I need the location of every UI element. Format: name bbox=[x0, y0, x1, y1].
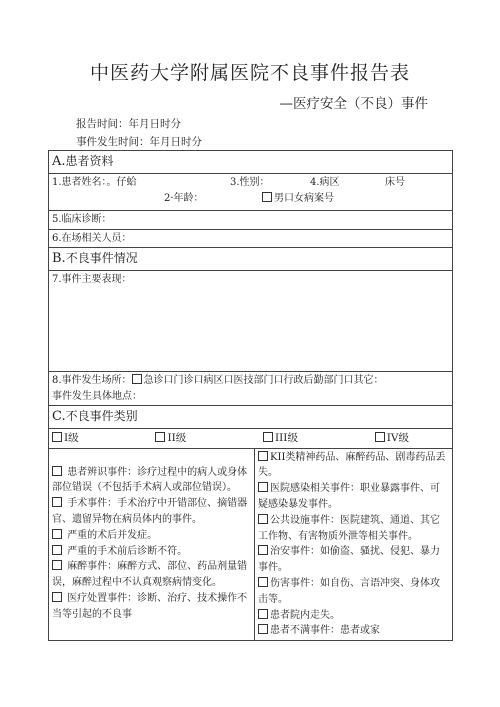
event-time: 事件发生时间：年月日时分 bbox=[76, 136, 202, 148]
checkbox-icon[interactable] bbox=[52, 466, 62, 476]
ward-field[interactable]: 4.病区 bbox=[310, 177, 340, 189]
grade-4-option[interactable]: IV级 bbox=[375, 430, 409, 446]
checkbox-icon[interactable] bbox=[132, 374, 142, 384]
checkbox-icon[interactable] bbox=[52, 497, 62, 507]
grade-1-option[interactable]: I级 bbox=[52, 430, 79, 446]
checkbox-icon[interactable] bbox=[52, 560, 62, 570]
category-item[interactable]: 严重的手术前后诊断不符。 bbox=[52, 544, 251, 560]
category-item[interactable]: 麻醉事件：麻醉方式、部位、药品剂量错误，麻醉过程中不认真观察病情变化。 bbox=[52, 561, 248, 589]
section-b-title: 不良事件情况 bbox=[65, 251, 138, 266]
checkbox-icon[interactable] bbox=[258, 545, 268, 555]
checkbox-icon[interactable] bbox=[258, 577, 268, 587]
event-place-options[interactable]: 急诊口门诊口病区口医技部门口行政后勤部门口其它： bbox=[143, 375, 384, 387]
checkbox-icon[interactable] bbox=[375, 432, 385, 442]
diagnosis-field[interactable]: 5.临床诊断： bbox=[49, 211, 453, 230]
event-place-cell[interactable] bbox=[49, 372, 453, 406]
report-time: 报告时间：年月日时分 bbox=[76, 118, 181, 130]
checkbox-icon[interactable] bbox=[258, 609, 268, 619]
checkbox-icon[interactable] bbox=[258, 514, 268, 524]
grade-row bbox=[49, 429, 453, 448]
sex-options[interactable]: 男口女病案号 bbox=[262, 191, 334, 207]
checkbox-icon[interactable] bbox=[258, 482, 268, 492]
checkbox-icon[interactable] bbox=[262, 192, 272, 202]
form-subtitle: —医疗安全（不良）事件 bbox=[279, 96, 428, 112]
category-item[interactable]: 患者院内走失。 bbox=[258, 608, 449, 624]
grade-2-option[interactable]: II级 bbox=[155, 430, 186, 446]
section-c-letter: C. bbox=[52, 409, 66, 425]
checkbox-icon[interactable] bbox=[263, 432, 273, 442]
section-b-letter: B. bbox=[52, 251, 66, 267]
grade-3-option[interactable]: III级 bbox=[263, 430, 298, 446]
event-place-detail[interactable]: 事件发生具体地点： bbox=[52, 390, 142, 402]
section-c-title: 不良事件类别 bbox=[65, 409, 138, 424]
section-a-title: 患者资料 bbox=[65, 154, 114, 168]
event-description-field[interactable]: 7.事件主要表现： bbox=[49, 271, 453, 372]
category-item[interactable]: 手术事件：手术治疗中开错部位、摘错器官、遗留异物在病员体内的事件。 bbox=[52, 498, 248, 526]
category-item[interactable]: 严重的术后并发症。 bbox=[52, 528, 251, 544]
patient-name-field[interactable]: 1.患者姓名：。仔蛤 bbox=[52, 177, 137, 189]
checkbox-icon[interactable] bbox=[52, 432, 62, 442]
section-a-header bbox=[49, 151, 453, 174]
section-c-header bbox=[49, 406, 453, 429]
sex-field[interactable]: 3.性别： bbox=[230, 177, 270, 189]
persons-present-field[interactable]: 6.在场相关人员： bbox=[49, 229, 453, 248]
category-item[interactable]: 公共设施事件：医院建筑、通道、其它工作物、有害物质外泄等相关事件。 bbox=[258, 514, 441, 542]
category-item[interactable]: 伤害事件：如自伤、言语冲突、身体攻击等。 bbox=[258, 578, 441, 605]
category-item[interactable]: 治安事件：如偷盗、骚扰、侵犯、暴力事件。 bbox=[258, 546, 441, 574]
bed-field[interactable]: 床号 bbox=[385, 177, 405, 189]
category-right-column bbox=[255, 448, 453, 641]
patient-info-cell[interactable] bbox=[49, 174, 453, 211]
checkbox-icon[interactable] bbox=[258, 451, 268, 461]
category-item[interactable]: 患者辨识事件：诊疗过程中的病人或身体部位错误（不包括手术病人或部位错误）。 bbox=[52, 466, 248, 494]
age-field[interactable]: 2·年龄： bbox=[164, 192, 204, 204]
checkbox-icon[interactable] bbox=[258, 624, 268, 634]
section-b-header bbox=[49, 248, 453, 271]
checkbox-icon[interactable] bbox=[52, 529, 62, 539]
category-item[interactable]: 医疗处置事件：诊断、治疗、技术操作不当等引起的不良事 bbox=[52, 593, 248, 620]
checkbox-icon[interactable] bbox=[52, 545, 62, 555]
category-item[interactable]: 患者不满事件：患者或家 bbox=[258, 623, 449, 639]
category-item[interactable]: KII类精神药品、麻醉药品、剧毒药品丢失。 bbox=[258, 451, 446, 479]
category-left-column bbox=[49, 448, 255, 641]
category-item[interactable]: 医院感染相关事件：职业暴露事件、可疑感染暴发事件。 bbox=[258, 483, 441, 511]
report-form-table bbox=[48, 150, 453, 641]
event-place-label: 8.事件发生场所： bbox=[52, 375, 132, 387]
section-a-letter: A. bbox=[52, 154, 66, 169]
form-title: 中医药大学附属医院不良事件报告表 bbox=[89, 62, 410, 84]
checkbox-icon[interactable] bbox=[155, 432, 165, 442]
checkbox-icon[interactable] bbox=[52, 592, 62, 602]
